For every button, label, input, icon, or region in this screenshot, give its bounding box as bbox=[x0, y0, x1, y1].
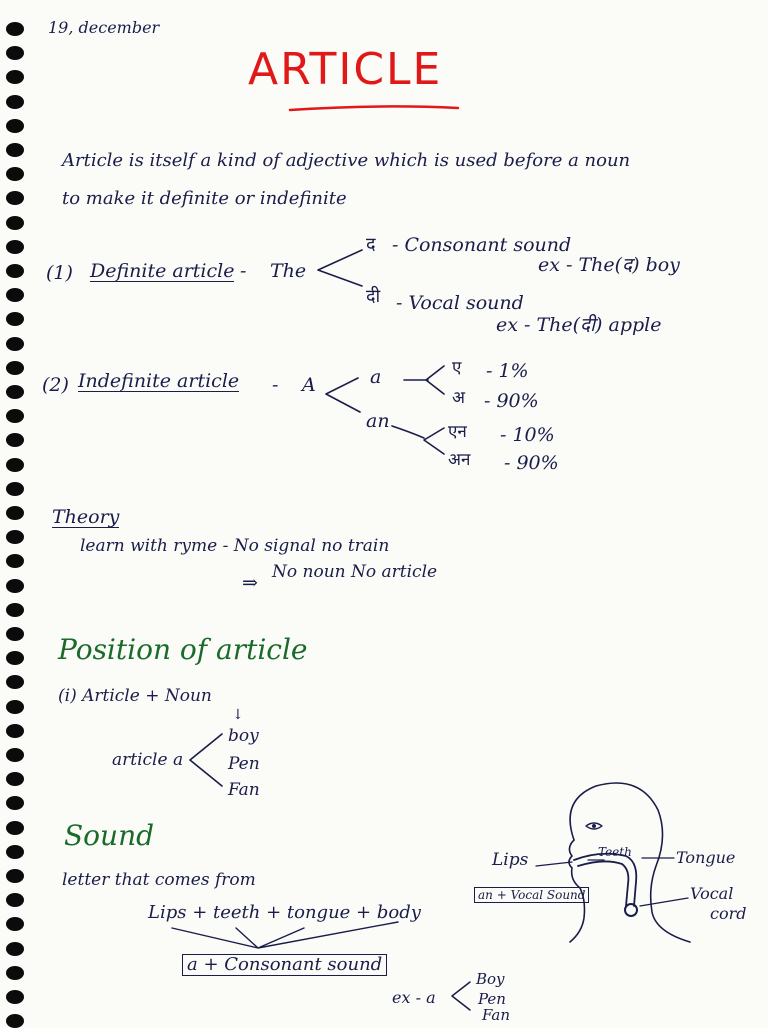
definite-dash: - bbox=[240, 260, 247, 282]
position-lead: article a bbox=[112, 750, 184, 770]
definite-word: The bbox=[270, 260, 307, 282]
lips-leader bbox=[536, 862, 572, 866]
sound-word-2: Pen bbox=[478, 990, 506, 1008]
diagram-tongue-label: Tongue bbox=[676, 848, 736, 867]
indefinite-number: (2) bbox=[42, 374, 69, 396]
diagram-vocal-label: Vocal bbox=[690, 884, 734, 903]
indefinite-an: an bbox=[366, 410, 390, 432]
face-profile bbox=[569, 840, 585, 942]
vocal-leader bbox=[640, 898, 688, 906]
sound-description: letter that comes from bbox=[62, 870, 256, 890]
indefinite-a: a bbox=[370, 366, 382, 388]
theory-arrow: ⇒ bbox=[242, 572, 258, 594]
sound-word-1: Boy bbox=[476, 970, 505, 988]
definite-branch2-hindi: दी bbox=[366, 286, 381, 307]
indefinite-p2: - 90% bbox=[484, 390, 539, 412]
an-connector bbox=[392, 426, 424, 438]
position-word-3: Fan bbox=[228, 780, 260, 800]
diagram-lips-label: Lips bbox=[492, 850, 529, 870]
indefinite-branch-lines bbox=[326, 378, 360, 412]
definite-example-1: ex - The(द) boy bbox=[538, 254, 680, 276]
indefinite-dash: - bbox=[272, 374, 279, 396]
indefinite-word: A bbox=[302, 374, 316, 396]
diagram-cord-label: cord bbox=[710, 904, 747, 923]
sound-heading: Sound bbox=[64, 819, 155, 852]
sound-parts: Lips + teeth + tongue + body bbox=[148, 902, 421, 923]
title-underline bbox=[290, 106, 458, 110]
position-heading: Position of article bbox=[58, 633, 308, 666]
position-rule: (i) Article + Noun bbox=[58, 686, 212, 706]
indefinite-p2-hindi: अ bbox=[452, 388, 465, 408]
definition-line-2: to make it definite or indefinite bbox=[62, 188, 347, 209]
definite-example-2: ex - The(दी) apple bbox=[496, 314, 662, 336]
theory-line-2: No noun No article bbox=[272, 562, 438, 582]
diagram-teeth-label: Teeth bbox=[598, 845, 632, 859]
definite-label: Definite article bbox=[90, 260, 235, 282]
sound-box: a + Consonant sound bbox=[182, 954, 387, 976]
indefinite-p4: - 90% bbox=[504, 452, 559, 474]
sound-example: ex - a bbox=[392, 988, 436, 1007]
definite-branch-lines bbox=[318, 250, 362, 286]
indefinite-label: Indefinite article bbox=[78, 370, 240, 392]
diagram-box: an + Vocal Sound bbox=[474, 887, 589, 903]
indefinite-p1: - 1% bbox=[486, 360, 529, 382]
definition-line-1: Article is itself a kind of adjective which is used before a noun bbox=[62, 150, 631, 171]
an-branch-lines bbox=[424, 428, 444, 454]
vocal-cord-circle bbox=[625, 904, 637, 916]
position-branch-lines bbox=[190, 734, 222, 786]
definite-number: (1) bbox=[46, 262, 73, 284]
page-title: ARTICLE bbox=[248, 44, 443, 95]
sound-example-branch-lines bbox=[452, 982, 470, 1010]
definite-branch1: - Consonant sound bbox=[392, 234, 572, 256]
definite-branch2: - Vocal sound bbox=[396, 292, 524, 314]
position-down-arrow: ↓ bbox=[232, 707, 244, 723]
theory-heading: Theory bbox=[52, 506, 120, 528]
page-date: 19, december bbox=[48, 18, 160, 37]
indefinite-p3-hindi: एन bbox=[448, 422, 467, 442]
indefinite-p1-hindi: ए bbox=[452, 358, 462, 378]
sound-word-3: Fan bbox=[482, 1006, 510, 1024]
position-word-2: Pen bbox=[228, 754, 260, 774]
position-word-1: boy bbox=[228, 726, 259, 746]
indefinite-p3: - 10% bbox=[500, 424, 555, 446]
indefinite-p4-hindi: अन bbox=[448, 450, 471, 470]
definite-branch1-hindi: द bbox=[366, 234, 376, 255]
sound-converge-lines bbox=[172, 922, 398, 948]
theory-line-1: learn with ryme - No signal no train bbox=[80, 536, 390, 556]
